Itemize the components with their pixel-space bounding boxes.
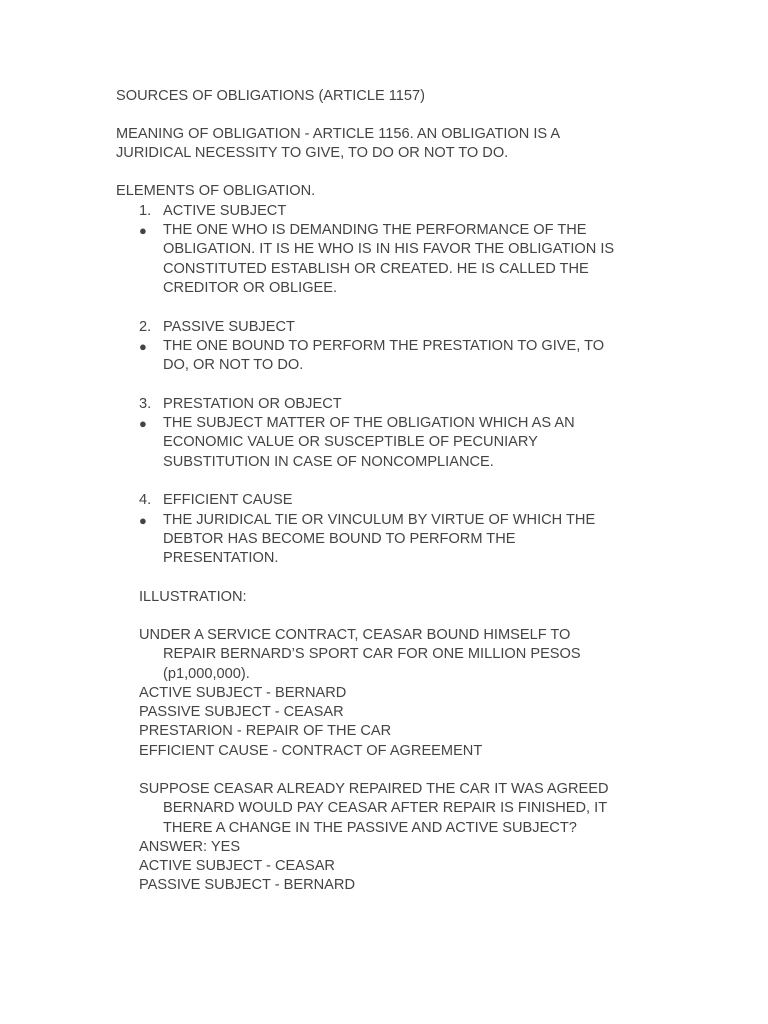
question-line: SUPPOSE CEASAR ALREADY REPAIRED THE CAR IT WAS AGREED bbox=[139, 781, 609, 797]
fact-line: ACTIVE SUBJECT - BERNARD bbox=[139, 685, 347, 701]
fact-line: PRESTARION - REPAIR OF THE CAR bbox=[139, 723, 392, 739]
element-name: EFFICIENT CAUSE bbox=[163, 492, 293, 508]
element-name: PRESTATION OR OBJECT bbox=[163, 396, 342, 412]
meaning-line: JURIDICAL NECESSITY TO GIVE, TO DO OR NOT TO DO. bbox=[116, 145, 509, 161]
fact-line: EFFICIENT CAUSE - CONTRACT OF AGREEMENT bbox=[139, 743, 483, 759]
element-desc-line: THE ONE WHO IS DEMANDING THE PERFORMANCE OF THE bbox=[163, 222, 587, 238]
illustration-heading: ILLUSTRATION: bbox=[139, 589, 247, 605]
element-desc-line: SUBSTITUTION IN CASE OF NONCOMPLIANCE. bbox=[163, 454, 494, 470]
element-desc-line: PRESENTATION. bbox=[163, 550, 279, 566]
document-title: SOURCES OF OBLIGATIONS (ARTICLE 1157) bbox=[116, 88, 425, 104]
elements-heading: ELEMENTS OF OBLIGATION. bbox=[116, 183, 316, 199]
element-name: ACTIVE SUBJECT bbox=[163, 203, 287, 219]
list-number: 2. bbox=[139, 319, 152, 335]
fact-line: PASSIVE SUBJECT - CEASAR bbox=[139, 704, 344, 720]
answer-line: PASSIVE SUBJECT - BERNARD bbox=[139, 877, 355, 893]
list-number: 3. bbox=[139, 396, 152, 412]
element-desc-line: THE SUBJECT MATTER OF THE OBLIGATION WHICH AS AN bbox=[163, 415, 575, 431]
answer-line: ANSWER: YES bbox=[139, 839, 241, 855]
bullet-icon: ● bbox=[139, 339, 147, 354]
element-desc-line: ECONOMIC VALUE OR SUSCEPTIBLE OF PECUNIARY bbox=[163, 434, 538, 450]
element-desc-line: CONSTITUTED ESTABLISH OR CREATED. HE IS CALLED THE bbox=[163, 261, 589, 277]
meaning-line: MEANING OF OBLIGATION - ARTICLE 1156. AN OBLIGATION IS A bbox=[116, 126, 561, 142]
element-desc-line: DO, OR NOT TO DO. bbox=[163, 357, 304, 373]
question-line: BERNARD WOULD PAY CEASAR AFTER REPAIR IS FINISHED, IT bbox=[163, 800, 608, 816]
scenario-line: UNDER A SERVICE CONTRACT, CEASAR BOUND HIMSELF TO bbox=[139, 627, 571, 643]
bullet-icon: ● bbox=[139, 223, 147, 238]
list-number: 4. bbox=[139, 492, 152, 508]
element-desc-line: OBLIGATION. IT IS HE WHO IS IN HIS FAVOR THE OBLIGATION IS bbox=[163, 241, 615, 257]
scenario-line: (p1,000,000). bbox=[163, 666, 250, 682]
question-line: THERE A CHANGE IN THE PASSIVE AND ACTIVE SUBJECT? bbox=[163, 820, 577, 836]
list-number: 1. bbox=[139, 203, 152, 219]
element-desc-line: DEBTOR HAS BECOME BOUND TO PERFORM THE bbox=[163, 531, 516, 547]
answer-line: ACTIVE SUBJECT - CEASAR bbox=[139, 858, 335, 874]
scenario-line: REPAIR BERNARD’S SPORT CAR FOR ONE MILLION PESOS bbox=[163, 646, 581, 662]
element-desc-line: CREDITOR OR OBLIGEE. bbox=[163, 280, 338, 296]
element-name: PASSIVE SUBJECT bbox=[163, 319, 295, 335]
bullet-icon: ● bbox=[139, 416, 147, 431]
element-desc-line: THE JURIDICAL TIE OR VINCULUM BY VIRTUE OF WHICH THE bbox=[163, 512, 596, 528]
element-desc-line: THE ONE BOUND TO PERFORM THE PRESTATION TO GIVE, TO bbox=[163, 338, 605, 354]
bullet-icon: ● bbox=[139, 513, 147, 528]
